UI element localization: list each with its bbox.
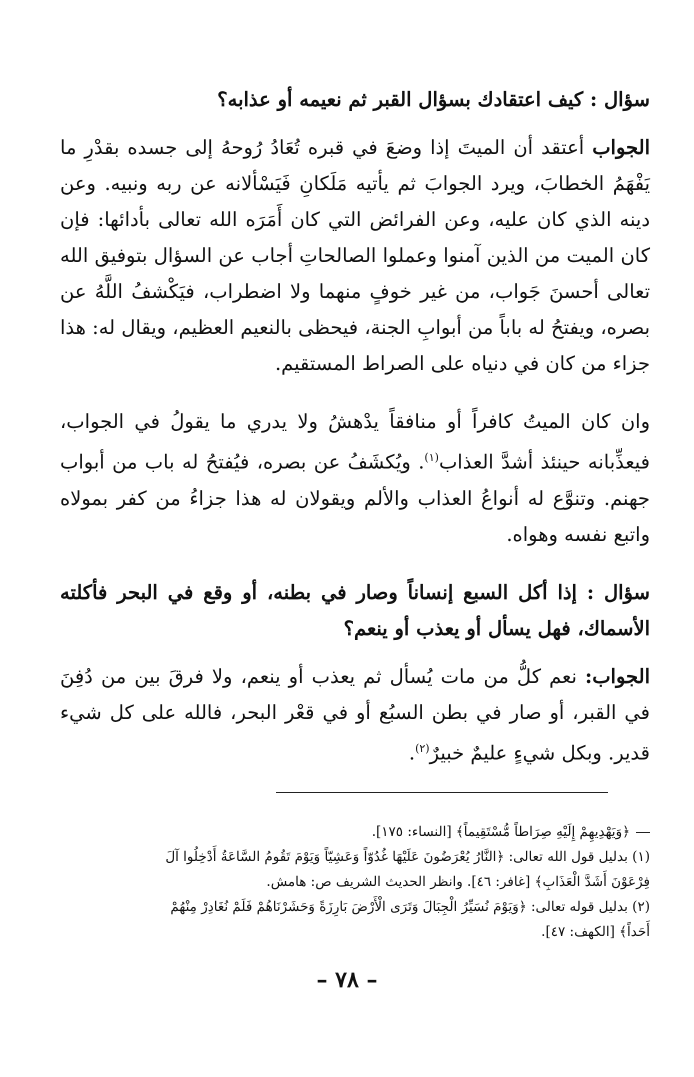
answer-2-text-before: نعم كلُّ من مات يُسأل ثم يعذب أو ينعم، ولا فرقَ بين من دُفِنَ في القبر، أو صار في بطن السبُع أو في قعْر البحر، فالله على كل شيء قدير. وبكل شيءٍ عليمٌ خبيرٌ bbox=[60, 664, 650, 764]
answer-1b-text-after: . ويُكشَفُ عن بصره، فيُفتحُ له باب من أبواب جهنم. وتنوَّع له أنواعُ العذاب والألم ويقولان له هذا جزاءُ من كفر بمولاه واتبع نفسه وهواه. bbox=[60, 450, 650, 546]
answer-1-continued bbox=[60, 404, 650, 553]
footnote-2 bbox=[50, 895, 650, 920]
continuation-dash bbox=[636, 832, 650, 833]
footnote-1-line-2 bbox=[50, 870, 650, 895]
answer-1b-text-before: وان كان الميتُ كافراً أو منافقاً يدْهشُ ولا يدري ما يقولُ في الجواب، فيعذِّبانه حينئذ أشدَّ العذاب bbox=[60, 410, 650, 474]
answer-2 bbox=[60, 659, 650, 772]
footnote-1-text-a: بدليل قول الله تعالى: ﴿النَّارُ يُعْرَضُونَ عَلَيْهَا غُدُوّاً وَعَشِيّاً وَيَوْمَ تَقُومُ السَّاعَةُ أَدْخِلُوا آلَ bbox=[165, 849, 628, 865]
question-2-text: إذا أكل السبع إنساناً وصار في بطنه، أو وقع في البحر فأكلته الأسماك، فهل يسأل أو يعذب أو ينعم؟ bbox=[60, 580, 650, 640]
footnote-2-number: (٢) bbox=[632, 899, 650, 915]
answer-1 bbox=[60, 130, 650, 382]
footnote-continuation bbox=[50, 820, 650, 845]
question-1-label: سؤال : bbox=[590, 88, 650, 111]
answer-2-label: الجواب: bbox=[585, 664, 650, 688]
footnote-continuation-text: ﴿وَيَهْدِيهِمْ إِلَيْهِ صِرَاطاً مُّسْتَقِيماً﴾ [النساء: ١٧٥]. bbox=[371, 824, 630, 840]
answer-1-label: الجواب bbox=[592, 136, 650, 159]
question-1-text: كيف اعتقادك بسؤال القبر ثم نعيمه أو عذابه؟ bbox=[217, 88, 584, 111]
page-number: – ٧٨ – bbox=[316, 967, 378, 993]
footnote-1 bbox=[50, 845, 650, 870]
footnote-ref-2: (٢) bbox=[415, 741, 430, 755]
answer-2-text-after: . bbox=[408, 741, 416, 764]
footnote-divider bbox=[276, 792, 608, 793]
question-2 bbox=[60, 575, 650, 647]
footnote-2-text-b: أَحَداً﴾ [الكهف: ٤٧]. bbox=[541, 924, 650, 940]
footnote-1-number: (١) bbox=[632, 849, 650, 865]
footnote-2-line-2 bbox=[50, 920, 650, 945]
answer-1-text: أعتقد أن الميتَ إذا وضعَ في قبره تُعَادُ رُوحهُ إلى جسده بقدْرِ ما يَفْهَمُ الخطابَ، ويرد الجوابَ ثم يأتيه مَلَكانِ فَيَسْألانه عن ربه ونبيه. وعن دينه الذي كان عليه، وعن الفرائض التي كان أَمَرَه الله تعالى بأدائها: فإن كان الميت من الذين آمنوا وعملوا الصالحاتِ أجاب عن السؤال بتوفيق الله تعالى أحسنَ جَواب، من غير خوفٍ منهما ولا اضطراب، فيَكْشفُ اللَّهُ عن بصره، ويفتحُ له باباً من أبوابِ الجنة، فيحظى بالنعيم العظيم، ويقال له: هذا جزاء من كان في دنياه على الصراط المستقيم. bbox=[59, 136, 650, 375]
question-1 bbox=[60, 82, 650, 118]
footnote-ref-1: (١) bbox=[424, 451, 439, 464]
footnotes bbox=[50, 820, 650, 945]
footnote-2-text-a: بدليل قوله تعالى: ﴿وَيَوْمَ نُسَيِّرُ الْجِبَالَ وَتَرَى الْأَرْضَ بَارِزَةً وَحَشَرْنَاهُمْ فَلَمْ نُغَادِرْ مِنْهُمْ bbox=[170, 899, 628, 915]
footnote-1-text-b: فِرْعَوْنَ أَشَدَّ الْعَذَابِ﴾ [غافر: ٤٦]. وانظر الحديث الشريف ص: هامش. bbox=[266, 874, 650, 890]
question-2-label: سؤال : bbox=[586, 580, 650, 604]
